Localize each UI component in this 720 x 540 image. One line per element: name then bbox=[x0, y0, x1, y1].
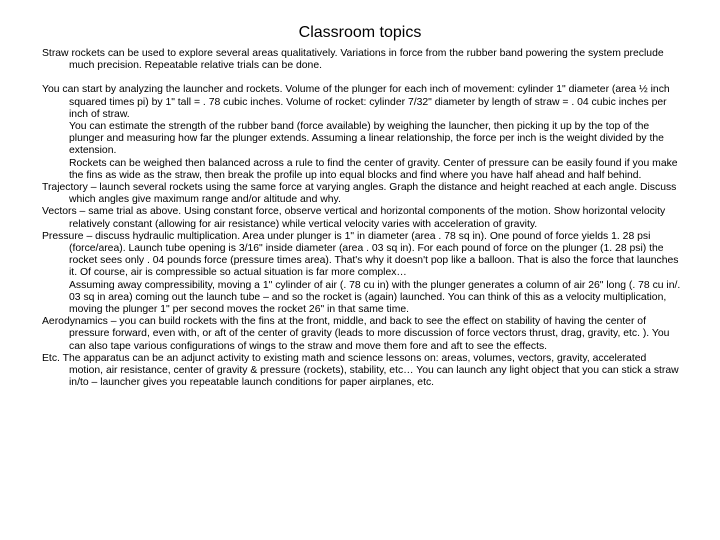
body-text bbox=[42, 48, 682, 389]
page-title: Classroom topics bbox=[298, 24, 422, 41]
etc-paragraph: Etc. The apparatus can be an adjunct activity to existing math and science lessons on: areas, volumes, vectors, gravity, accelerated motion, air resistance, center of gravity & pressure (rockets), stability, etc… You can launch any light object that you can stick a straw in/to – launcher gives you repeatable launch conditions for paper airplanes, etc. bbox=[42, 352, 679, 389]
trajectory-paragraph: Trajectory – launch several rockets using the same force at varying angles. Graph the distance and height reached at each angle. Discuss which angles give maximum range and/or altitude and why. bbox=[42, 182, 677, 206]
launcher-analysis-paragraph: You can start by analyzing the launcher and rockets. Volume of the plunger for each inch of movement: cylinder 1" diameter (area ½ inch squared times pi) by 1" tall = . 78 cubic inches. Volume of rocket: cylinder 7/32" diameter by length of straw = . 04 cubic inches per inch of straw. bbox=[42, 84, 670, 120]
paragraph-gap bbox=[42, 72, 682, 84]
rubber-band-paragraph: You can estimate the strength of the rubber band (force available) by weighing the launcher, then picking it up by the top of the plunger and measuring how far the plunger extends. Assuming a linear relationship, the force per inch is the weight divided by the extension. bbox=[69, 121, 664, 157]
aerodynamics-paragraph: Aerodynamics – you can build rockets with the fins at the front, middle, and back to see the effect on stability of having the center of pressure forward, even with, or aft of the center of gravity (leads to more discussion of force vectors thrust, drag, gravity, etc. ). You can also tape various configurations of wings to the straw and move them fore and aft to see the effects. bbox=[42, 316, 670, 352]
center-of-gravity-paragraph: Rockets can be weighed then balanced across a rule to find the center of gravity. Center of pressure can be easily found if you make the fins as wide as the straw, then break the profile up into equal blocks and find where you have half ahead and half behind. bbox=[69, 157, 678, 181]
intro-paragraph: Straw rockets can be used to explore several areas qualitatively. Variations in force from the rubber band powering the system preclude much precision. Repeatable relative trials can be done. bbox=[42, 48, 664, 72]
vectors-paragraph: Vectors – same trial as above. Using constant force, observe vertical and horizontal components of the motion. Show horizontal velocity relatively constant (allowing for air resistance) while vertical velocity varies with acceleration of gravity. bbox=[42, 206, 666, 230]
compressibility-paragraph: Assuming away compressibility, moving a 1" cylinder of air (. 78 cu in) with the plunger generates a column of air 26" long (. 78 cu in/. 03 sq in area) coming out the launch tube – and so the rocket is (again) launched. You can think of this as a velocity multiplication, moving the plunger 1" per second moves the rocket 26" in that same time. bbox=[69, 279, 681, 316]
pressure-paragraph: Pressure – discuss hydraulic multiplication. Area under plunger is 1" in diameter (area . 78 sq in). One pound of force yields 1. 28 psi (force/area). Launch tube opening is 3/16" inside diameter (area . 03 sq in). For each pound of force on the plunger (1. 28 psi) the rocket sees only . 04 pounds force (pressure times area). That's why it doesn't pop like a balloon. That is also the force that launches it. Of course, air is compressible so actual situation is far more complex… bbox=[42, 230, 679, 279]
